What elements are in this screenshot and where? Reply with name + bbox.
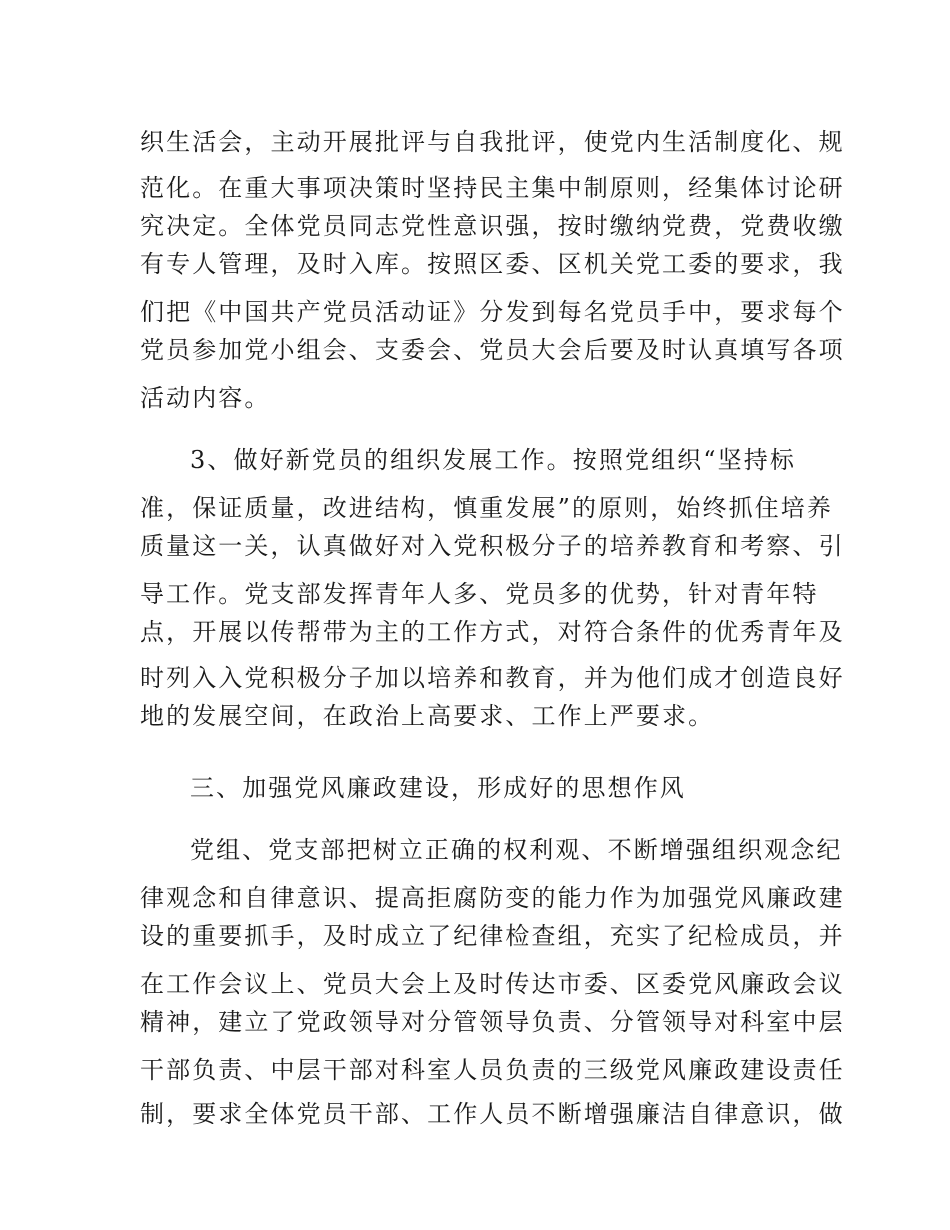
- section-heading: 三、加强党风廉政建设，形成好的思想作风: [190, 774, 686, 802]
- text-line: 们把《中国共产党员活动证》分发到每名党员手中，要求每个: [140, 298, 845, 326]
- text-line: 制，要求全体党员干部、工作人员不断增强廉洁自律意识，做: [140, 1100, 845, 1128]
- text-line: 地的发展空间，在政治上高要求、工作上严要求。: [140, 702, 715, 730]
- text-line: 在工作会议上、党员大会上及时传达市委、区委党风廉政会议: [140, 970, 845, 998]
- text-line: 党组、党支部把树立正确的权利观、不断增强组织观念纪: [190, 836, 843, 864]
- text-line: 织生活会，主动开展批评与自我批评，使党内生活制度化、规: [140, 128, 845, 156]
- text-line: 导工作。党支部发挥青年人多、党员多的优势，针对青年特: [140, 580, 819, 608]
- text-line: 质量这一关，认真做好对入党积极分子的培养教育和考察、引: [140, 532, 845, 560]
- text-line: 有专人管理，及时入库。按照区委、区机关党工委的要求，我: [140, 250, 845, 278]
- text-line: 点，开展以传帮带为主的工作方式，对符合条件的优秀青年及: [140, 618, 845, 646]
- text-line: 设的重要抓手，及时成立了纪律检查组，充实了纪检成员，并: [140, 922, 845, 950]
- text-line: 精神，建立了党政领导对分管领导负责、分管领导对科室中层: [140, 1008, 845, 1036]
- text-line: 究决定。全体党员同志党性意识强，按时缴纳党费，党费收缴: [140, 212, 845, 240]
- text-line: 准，保证质量，改进结构，慎重发展”的原则，始终抓住培养: [140, 494, 833, 522]
- text-line: 范化。在重大事项决策时坚持民主集中制原则，经集体讨论研: [140, 174, 845, 202]
- text-line: 活动内容。: [140, 384, 271, 412]
- text-line: 党员参加党小组会、支委会、党员大会后要及时认真填写各项: [140, 336, 845, 364]
- text-line: 3、做好新党员的组织发展工作。按照党组织“坚持标: [190, 446, 796, 474]
- text-line: 干部负责、中层干部对科室人员负责的三级党风廉政建设责任: [140, 1056, 845, 1084]
- text-line: 时列入入党积极分子加以培养和教育，并为他们成才创造良好: [140, 664, 845, 692]
- text-line: 律观念和自律意识、提高拒腐防变的能力作为加强党风廉政建: [140, 884, 845, 912]
